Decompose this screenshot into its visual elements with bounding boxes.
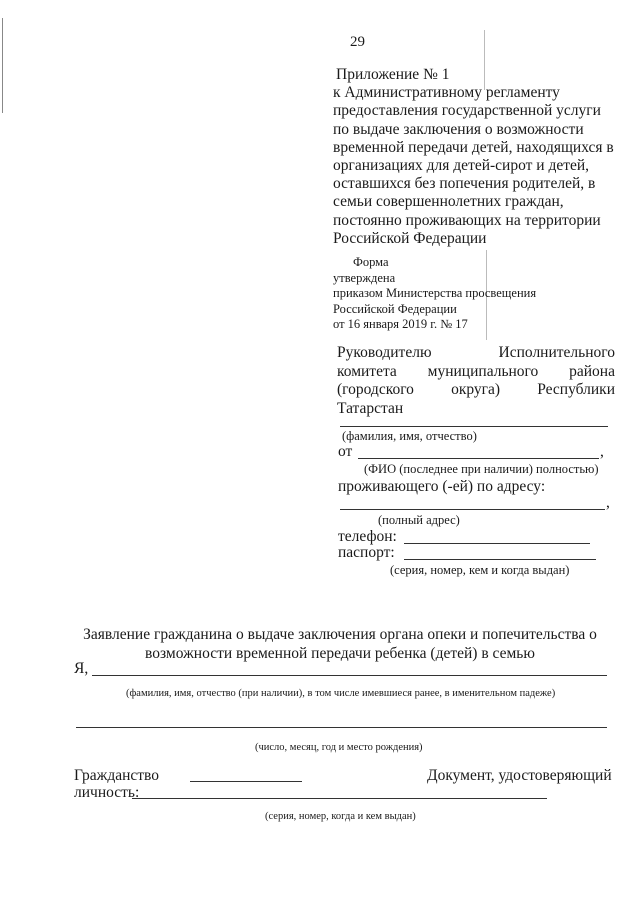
addressee-name-caption: (фамилия, имя, отчество) bbox=[342, 429, 477, 443]
passport-caption: (серия, номер, кем и когда выдан) bbox=[390, 563, 570, 577]
statement-title-line1: Заявление гражданина о выдаче заключения органа опеки и попечительства о bbox=[83, 626, 597, 643]
residing-label: проживающего (-ей) по адресу: bbox=[338, 478, 546, 495]
address-comma: , bbox=[606, 494, 610, 511]
form-approval-line: от 16 января 2019 г. № 17 bbox=[333, 317, 468, 332]
annex-line: постоянно проживающих на территории bbox=[333, 211, 601, 229]
applicant-fio-field[interactable] bbox=[358, 458, 599, 459]
form-approval-line: Форма bbox=[353, 255, 389, 269]
addressee-name-field[interactable] bbox=[340, 426, 608, 427]
citizenship-field[interactable] bbox=[190, 781, 302, 782]
applicant-full-name-field[interactable] bbox=[92, 675, 607, 676]
passport-field[interactable] bbox=[404, 559, 596, 560]
phone-label: телефон: bbox=[338, 528, 397, 545]
phone-field[interactable] bbox=[404, 543, 590, 544]
document-caption: (серия, номер, когда и кем выдан) bbox=[265, 811, 416, 822]
annex-line: семьи совершеннолетних граждан, bbox=[333, 193, 564, 211]
annex-line: по выдаче заключения о возможности bbox=[333, 120, 584, 138]
identity-label: личность: bbox=[74, 784, 140, 801]
address-field[interactable] bbox=[340, 509, 605, 510]
birth-date-place-field[interactable] bbox=[76, 727, 607, 728]
citizenship-label: Гражданство bbox=[74, 767, 160, 784]
from-comma: , bbox=[600, 443, 604, 460]
annex-line: предоставления государственной услуги bbox=[333, 102, 601, 120]
form-approval-line: приказом Министерства просвещения bbox=[333, 286, 537, 301]
form-approval-block bbox=[333, 255, 536, 333]
margin-mark bbox=[2, 18, 3, 113]
annex-title: Приложение № 1 bbox=[336, 66, 450, 83]
i-label: Я, bbox=[74, 660, 89, 677]
annex-block bbox=[333, 66, 623, 248]
annex-line: временной передачи детей, находящихся в bbox=[333, 138, 614, 156]
annex-line: Российской Федерации bbox=[333, 229, 487, 247]
passport-label: паспорт: bbox=[338, 544, 395, 561]
birth-caption: (число, месяц, год и место рождения) bbox=[255, 742, 423, 753]
fio-caption: (ФИО (последнее при наличии) полностью) bbox=[364, 462, 599, 476]
from-label: от bbox=[338, 443, 353, 460]
annex-line: оставшихся без попечения родителей, в bbox=[333, 175, 596, 193]
statement-title bbox=[70, 626, 610, 663]
addressee-text: Руководителю Исполнительного комитета муниципального района (городского округа) Республики Татарстан bbox=[337, 344, 615, 417]
page-number: 29 bbox=[350, 34, 365, 50]
form-approval-line: утверждена bbox=[333, 270, 396, 285]
address-caption: (полный адрес) bbox=[378, 513, 460, 527]
identity-document-field[interactable] bbox=[132, 798, 547, 799]
annex-line: организациях для детей-сирот и детей, bbox=[333, 157, 590, 175]
statement-title-line2: возможности временной передачи ребенка (детей) в семью bbox=[145, 644, 535, 662]
annex-line: к Административному регламенту bbox=[333, 84, 560, 102]
id-document-label: Документ, удостоверяющий bbox=[427, 767, 612, 784]
full-name-caption: (фамилия, имя, отчество (при наличии), в том числе имевшиеся ранее, в именительном падеже) bbox=[126, 688, 556, 699]
form-approval-line: Российской Федерации bbox=[333, 301, 457, 316]
